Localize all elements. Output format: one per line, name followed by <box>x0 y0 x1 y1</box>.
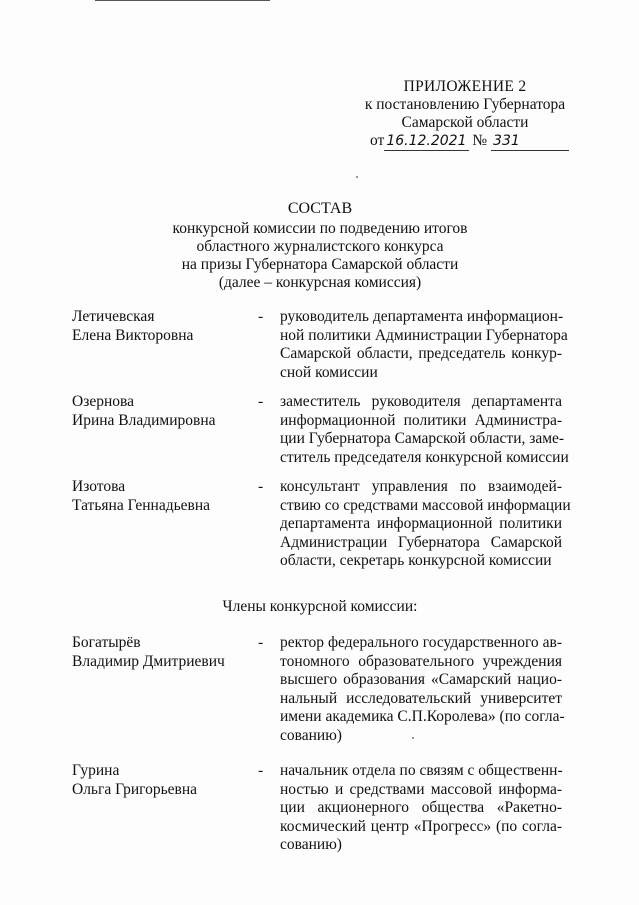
person-given-name: Елена Викторовна <box>72 326 194 344</box>
person-surname: Изотова <box>72 478 126 495</box>
members-heading: Члены конкурсной комиссии: <box>222 598 418 615</box>
person-role <box>280 634 565 746</box>
role-line: Самарской области, председатель конкур- <box>280 345 562 363</box>
role-line: консультант управления по взаимодей- <box>280 478 562 495</box>
heading-line: областного журналистского конкурса <box>196 238 444 255</box>
scan-speck <box>412 737 414 739</box>
entry-dash: - <box>258 762 264 779</box>
appendix-title: ПРИЛОЖЕНИЕ 2 <box>403 78 527 95</box>
role-line: ректор федерального государственного ав- <box>280 634 562 651</box>
handwritten-number: 331 <box>491 132 569 151</box>
role-line: ции акционерного общества «Ракетно- <box>280 799 562 817</box>
scan-speck <box>356 176 358 178</box>
person-given-name: Татьяна Геннадьевна <box>72 496 211 514</box>
document-heading <box>150 200 490 292</box>
role-line: сованию) <box>280 836 342 854</box>
role-line: департамента информационной политики <box>280 515 562 533</box>
person-role <box>280 308 568 382</box>
person-surname: Озернова <box>72 393 134 410</box>
role-line: сованию) <box>280 726 342 744</box>
role-line: ностью и средствами массовой информа- <box>280 780 562 798</box>
person-surname: Гурина <box>72 762 120 779</box>
person-surname: Летичевская <box>72 308 155 325</box>
person-role <box>280 393 569 467</box>
number-prefix: № <box>472 132 488 149</box>
handwritten-date: 16.12.2021 <box>386 133 467 149</box>
appendix-line-decree: к постановлению Губернатора <box>364 96 566 113</box>
person-name <box>72 308 252 345</box>
heading-line: на призы Губернатора Самарской области <box>181 256 459 273</box>
heading-line: конкурсной комиссии по подведению итогов <box>172 220 468 237</box>
person-given-name: Ольга Григорьевна <box>72 780 198 798</box>
person-name <box>72 634 252 671</box>
role-line: руководитель департамента информацион- <box>280 308 564 325</box>
role-line: области, секретарь конкурсной комиссии <box>280 552 552 570</box>
person-given-name: Ирина Владимировна <box>72 411 216 429</box>
role-line: ститель председателя конкурсной комиссии <box>280 448 569 466</box>
role-line: заместитель руководителя департамента <box>280 393 562 410</box>
entry-dash: - <box>258 393 264 410</box>
role-line: космический центр «Прогресс» (по согла- <box>280 817 562 835</box>
entry-dash: - <box>258 308 264 325</box>
person-name <box>72 393 252 430</box>
role-line: нальный исследовательский университет <box>280 689 562 707</box>
role-line: ствию со средствами массовой информации <box>280 496 571 514</box>
entry-dash: - <box>258 634 264 651</box>
role-line: тономного образовательного учреждения <box>280 652 562 670</box>
role-line: начальник отдела по связям с общественн- <box>280 762 563 779</box>
date-prefix: от <box>370 132 385 149</box>
person-name <box>72 762 252 799</box>
person-role <box>280 762 562 855</box>
heading-title: СОСТАВ <box>287 200 353 217</box>
entry-dash: - <box>258 478 264 495</box>
person-surname: Богатырёв <box>72 634 141 651</box>
role-line: сной комиссии <box>280 363 378 381</box>
role-line: имени академика С.П.Королева» (по согла- <box>280 708 565 726</box>
role-line: ной политики Администрации Губернатора <box>280 326 568 344</box>
person-role <box>280 478 571 571</box>
role-line: ции Губернатора Самарской области, заме- <box>280 430 565 448</box>
person-given-name: Владимир Дмитриевич <box>72 652 225 670</box>
person-name <box>72 478 252 515</box>
scan-top-line <box>95 0 270 1</box>
appendix-block <box>360 78 570 151</box>
heading-line: (далее – конкурсная комиссия) <box>218 274 422 291</box>
appendix-date-line <box>360 132 570 151</box>
role-line: информационной политики Администра- <box>280 411 562 429</box>
appendix-line-region: Самарской области <box>401 114 529 131</box>
role-line: Администрации Губернатора Самарской <box>280 533 562 551</box>
role-line: высшего образования «Самарский нацио- <box>280 671 562 689</box>
